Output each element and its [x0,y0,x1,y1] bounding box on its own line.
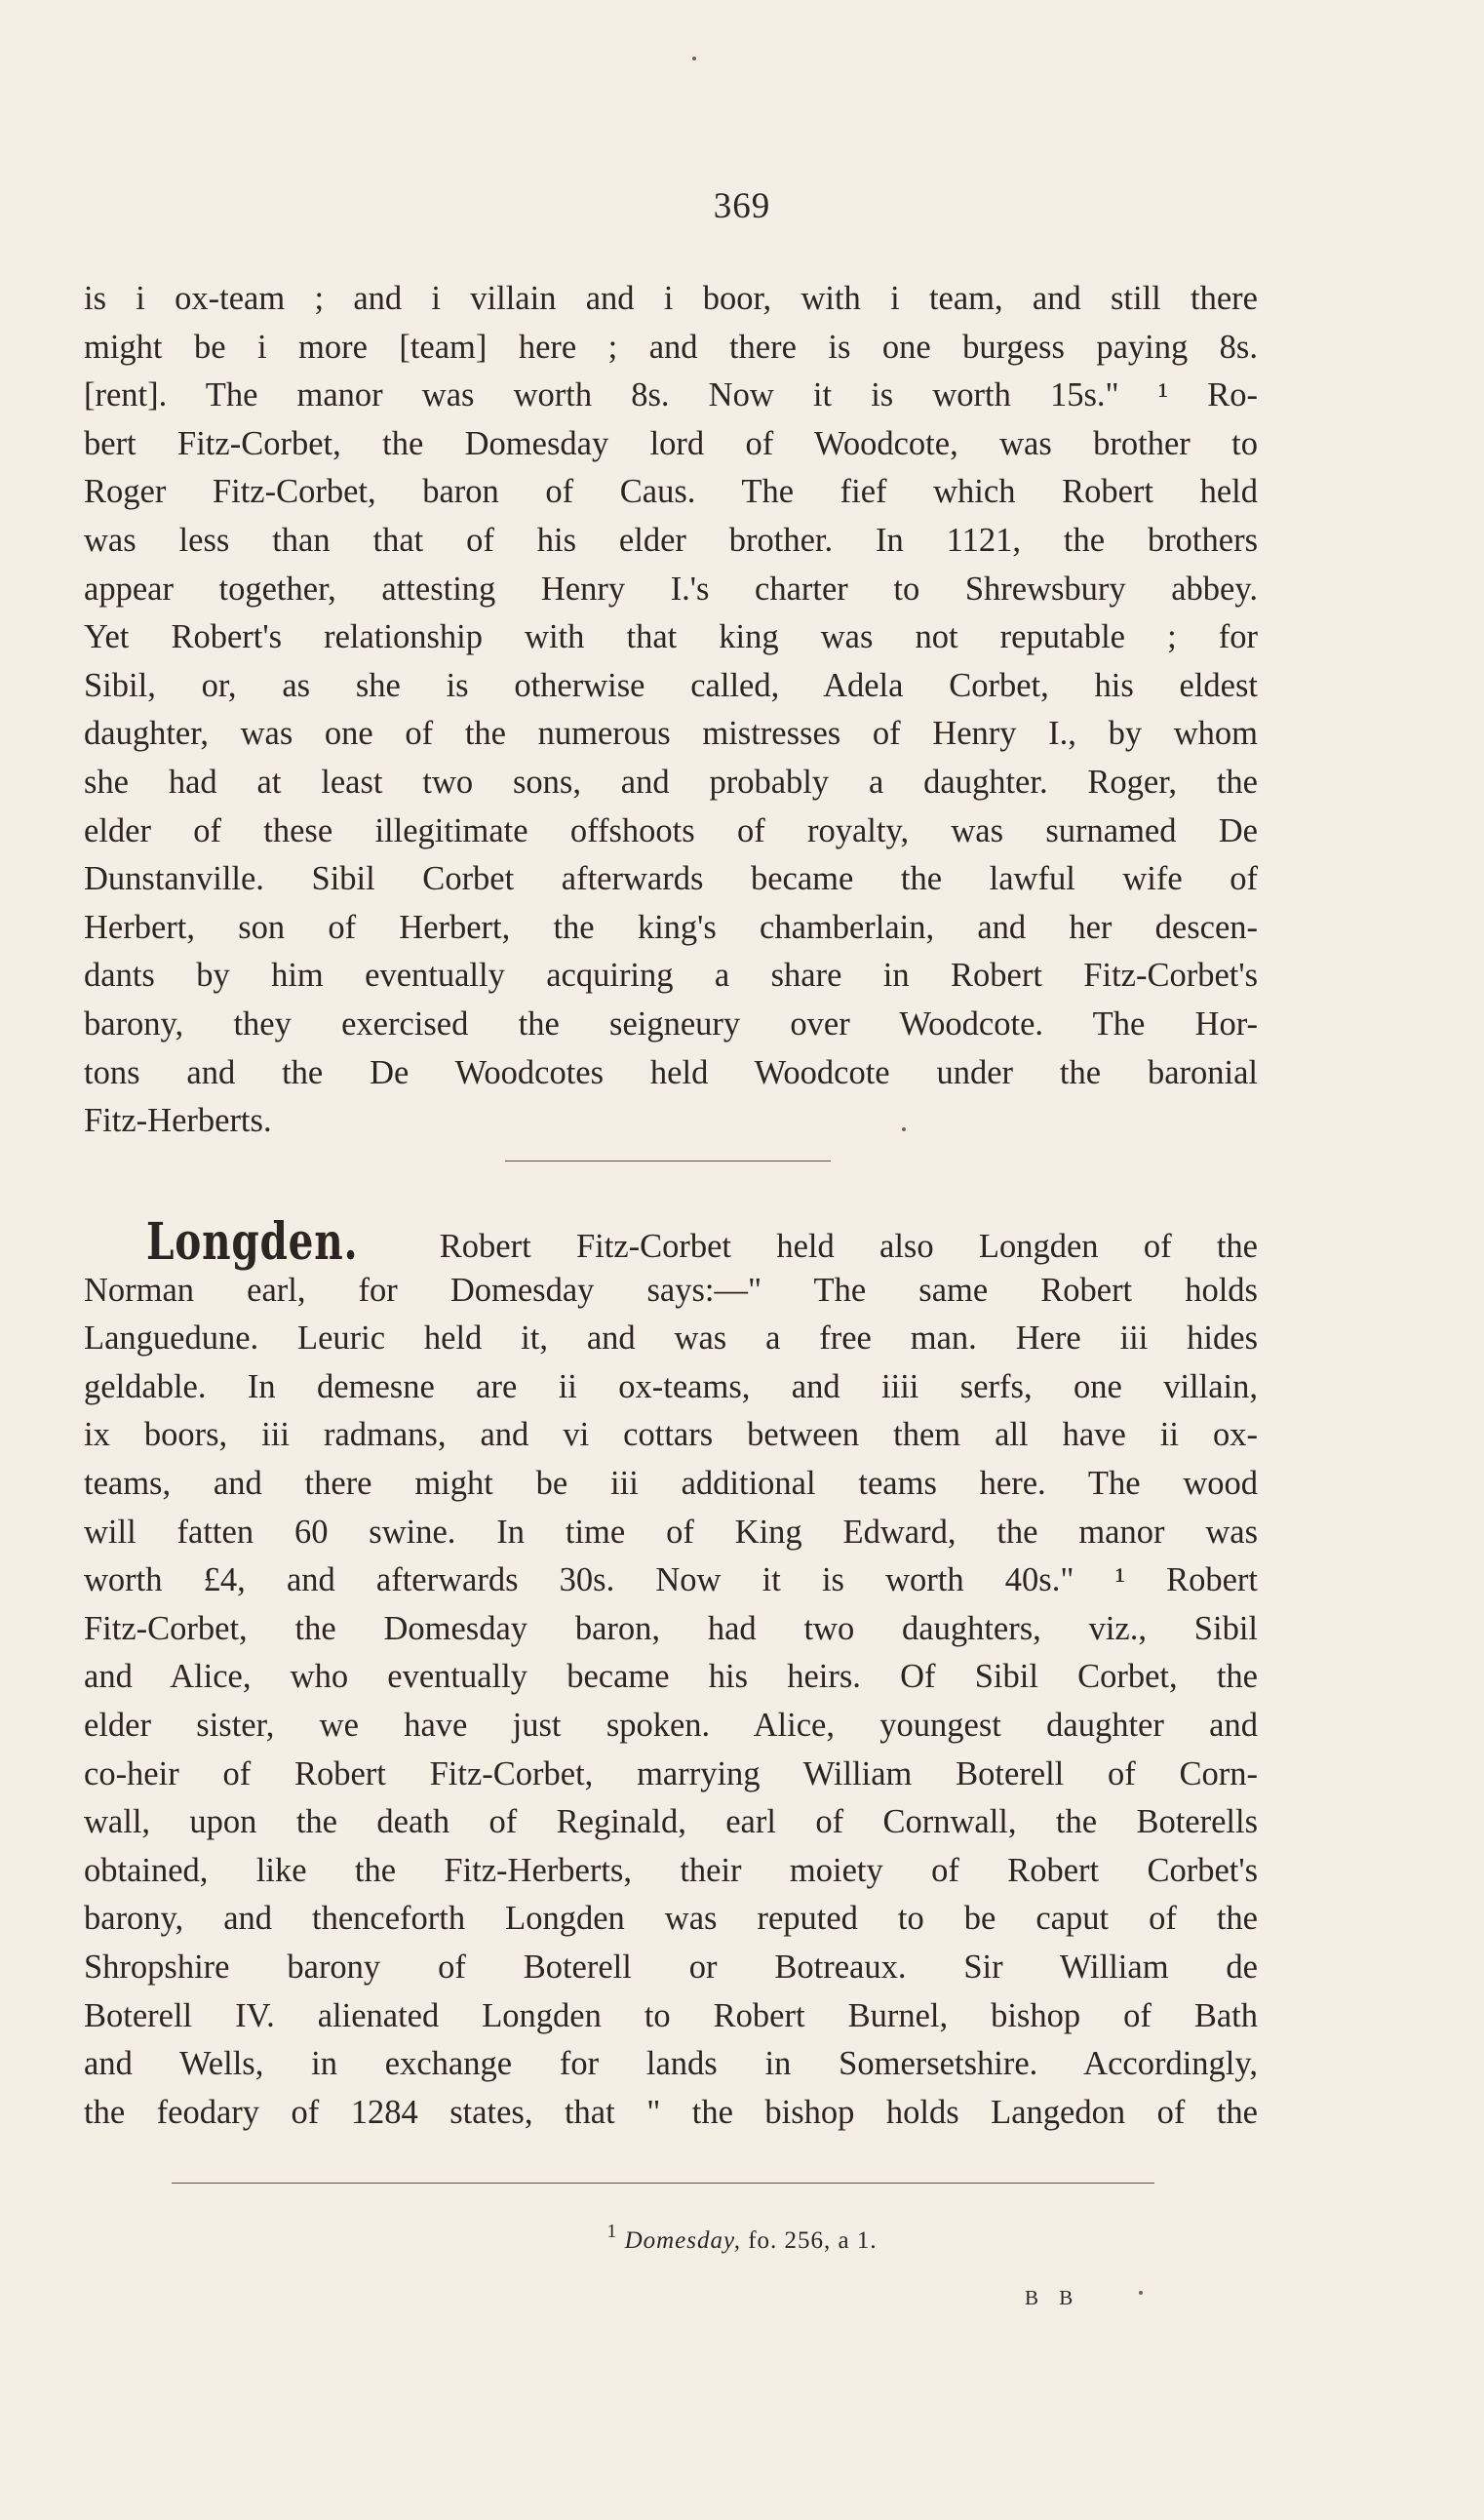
text-line: elder sister, we have just spoken. Alice, youngest daughter and [84,1706,1258,1744]
text-line: Sibil, or, as she is otherwise called, Adela Corbet, his eldest [84,666,1258,704]
text-line: Roger Fitz-Corbet, baron of Caus. The fief which Robert held [84,473,1258,511]
paragraph-woodcote [84,275,1258,1146]
paper-speck [692,57,696,60]
text-line: barony, and thenceforth Longden was reputed to be caput of the [84,1900,1258,1938]
footnote-source: Domesday, [624,2227,741,2254]
text-line: Boterell IV. alienated Longden to Robert Burnel, bishop of Bath [84,1996,1258,2034]
text-line: Fitz-Corbet, the Domesday baron, had two daughters, viz., Sibil [84,1609,1258,1647]
text-line: ix boors, iii radmans, and vi cottars between them all have ii ox- [84,1416,1258,1454]
text-line: Shropshire barony of Boterell or Botreaux. Sir William de [84,1948,1258,1986]
signature-mark: B B [1025,2286,1081,2309]
text-line-with-heading [84,1212,1258,1272]
text-line: elder of these illegitimate offshoots of royalty, was surnamed De [84,811,1258,849]
footnote-divider [172,2183,1154,2184]
paper-speck [902,1127,906,1131]
text-line: daughter, was one of the numerous mistresses of Henry I., by whom [84,715,1258,753]
text-line: might be i more [team] here ; and there is one burgess paying 8s. [84,328,1258,366]
text-line: appear together, attesting Henry I.'s charter to Shrewsbury abbey. [84,570,1258,608]
paragraph-longden [84,1212,1258,2137]
text-line: bert Fitz-Corbet, the Domesday lord of Woodcote, was brother to [84,424,1258,462]
text-line: Yet Robert's relationship with that king was not reputable ; for [84,618,1258,656]
footnote-marker: 1 [606,2221,618,2242]
text-line: will fatten 60 swine. In time of King Edward, the manor was [84,1513,1258,1551]
text-line: Robert Fitz-Corbet held also Longden of the [439,1228,1258,1265]
text-line: was less than that of his elder brother. In 1121, the brothers [84,521,1258,559]
paper-speck [1139,2291,1143,2295]
text-line: Fitz-Herberts. [84,1102,272,1140]
page-number: 369 [713,186,771,226]
text-line: teams, and there might be iii additional teams here. The wood [84,1464,1258,1502]
text-line: tons and the De Woodcotes held Woodcote under the baronial [84,1053,1258,1091]
section-divider [505,1161,831,1162]
footnote [0,2221,1484,2255]
text-line: Languedune. Leuric held it, and was a free man. Here iii hides [84,1319,1258,1358]
text-line: geldable. In demesne are ii ox-teams, and iiii serfs, one villain, [84,1367,1258,1405]
text-line: she had at least two sons, and probably a daughter. Roger, the [84,763,1258,801]
text-line: co-heir of Robert Fitz-Corbet, marrying William Boterell of Corn- [84,1754,1258,1792]
text-line: Norman earl, for Domesday says:—" The same Robert holds [84,1271,1258,1309]
text-line: the feodary of 1284 states, that " the bishop holds Langedon of the [84,2093,1258,2131]
text-line: Herbert, son of Herbert, the king's chamberlain, and her descen- [84,908,1258,946]
footnote-reference: fo. 256, a 1. [748,2227,878,2254]
text-line: Dunstanville. Sibil Corbet afterwards became the lawful wife of [84,860,1258,898]
section-heading: Longden. [146,1212,359,1272]
text-line: wall, upon the death of Reginald, earl of Cornwall, the Boterells [84,1803,1258,1841]
text-line: obtained, like the Fitz-Herberts, their moiety of Robert Corbet's [84,1851,1258,1889]
text-line: dants by him eventually acquiring a share in Robert Fitz-Corbet's [84,957,1258,995]
text-line: is i ox-team ; and i villain and i boor, with i team, and still there [84,280,1258,317]
text-line: worth £4, and afterwards 30s. Now it is worth 40s." ¹ Robert [84,1561,1258,1599]
text-line: [rent]. The manor was worth 8s. Now it is worth 15s." ¹ Ro- [84,376,1258,414]
text-line: barony, they exercised the seigneury over Woodcote. The Hor- [84,1004,1258,1043]
text-line: and Alice, who eventually became his heirs. Of Sibil Corbet, the [84,1658,1258,1696]
text-line: and Wells, in exchange for lands in Somersetshire. Accordingly, [84,2045,1258,2083]
